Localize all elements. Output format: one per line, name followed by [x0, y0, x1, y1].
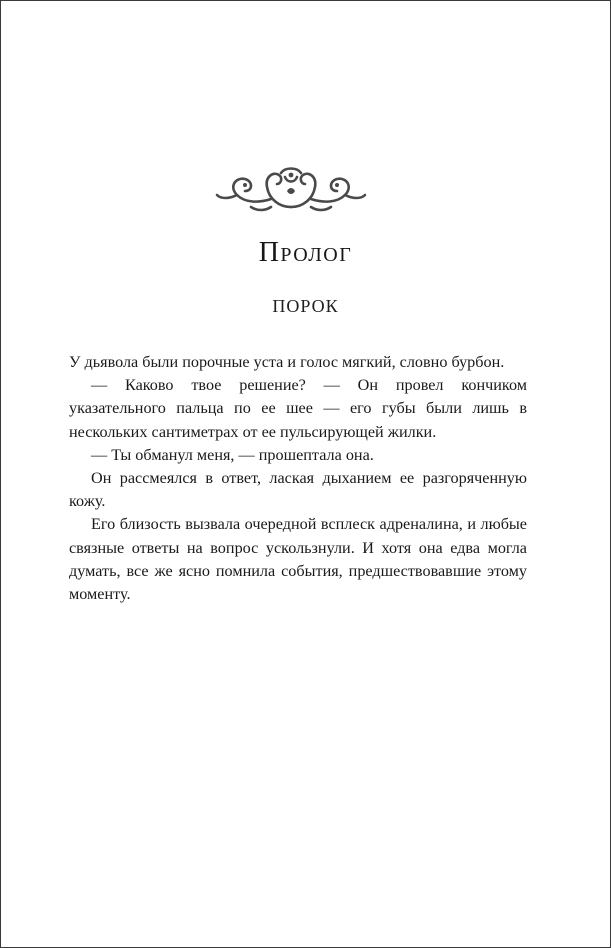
paragraph: Он рассмеялся в ответ, лаская дыханием ее разгоряченную кожу. — [69, 469, 527, 511]
paragraph: У дьявола были порочные уста и голос мягкий, словно бурбон. — [69, 353, 505, 371]
paragraph: Его близость вызвала очередной всплеск адреналина, и любые связные ответы на вопрос ускользнули. И хотя она едва могла думать, все же ясно помнила события, предшествовавшие этому моменту. — [69, 515, 527, 604]
chapter-title: Пролог — [258, 237, 353, 268]
chapter-subtitle: ПОРОК — [272, 296, 339, 316]
paragraph: — Ты обманул меня, — прошептала она. — [91, 445, 374, 464]
flourish-ornament-icon — [215, 163, 367, 217]
prologue-text — [69, 351, 527, 606]
paragraph: — Каково твое решение? — Он провел кончиком указательного пальца по ее шее — его губы были лишь в нескольких сантиметрах от ее пульсирующей жилки. — [69, 376, 527, 441]
